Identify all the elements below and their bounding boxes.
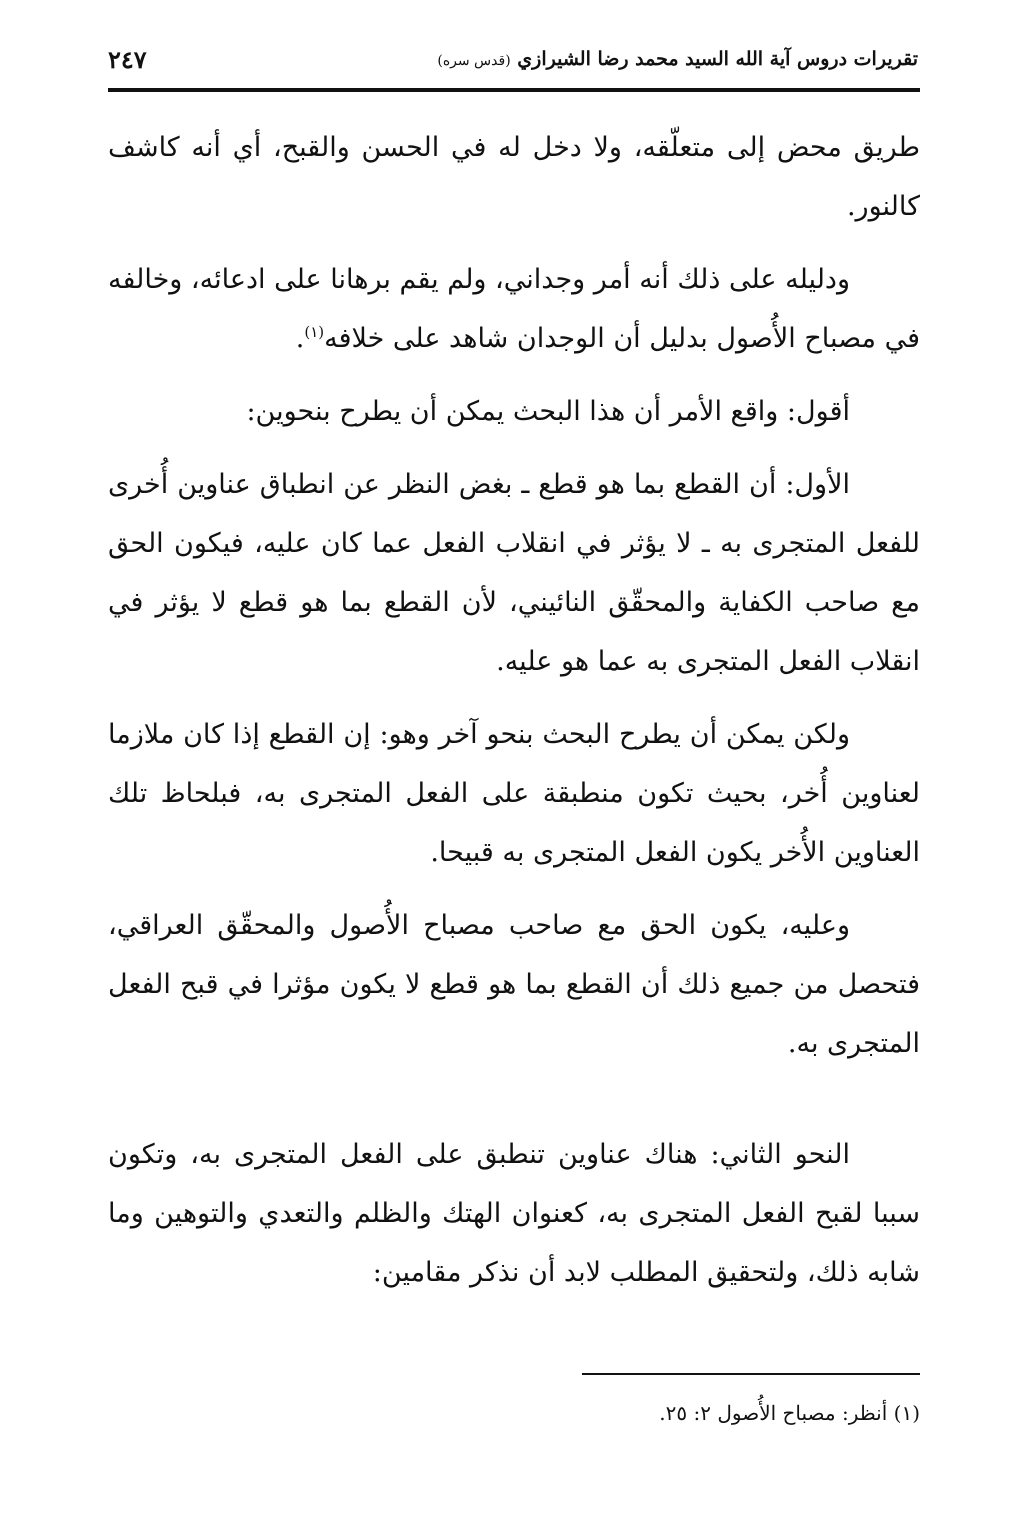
footnote-text: أنظر: مصباح الأُصول ٢: ٢٥. (659, 1401, 888, 1425)
paragraph-7: النحو الثاني: هناك عناوين تنطبق على الفعل المتجرى به، وتكون سببا لقبح الفعل المتجرى به، كعنوان الهتك والظلم والتعدي والتوهين وما شابه ذلك، ولتحقيق المطلب لابد أن نذكر مقامين: (108, 1139, 920, 1288)
footnote (108, 1398, 920, 1428)
running-title (437, 48, 918, 70)
body-text (108, 118, 920, 1316)
paragraph-1: طريق محض إلى متعلّقه، ولا دخل له في الحسن والقبح، أي أنه كاشف كالنور. (108, 132, 920, 222)
paragraph-6: وعليه، يكون الحق مع صاحب مصباح الأُصول والمحقّق العراقي، فتحصل من جميع ذلك أن القطع بما هو قطع لا يكون مؤثرا في قبح الفعل المتجرى به. (108, 910, 920, 1059)
header-rule (108, 88, 920, 92)
paragraph-4: الأول: أن القطع بما هو قطع ـ بغض النظر عن انطباق عناوين أُخرى للفعل المتجرى به ـ لا يؤثر في انقلاب الفعل عما كان عليه، فيكون الحق مع صاحب الكفاية والمحقّق النائيني، لأن القطع بما هو قطع لا يؤثر في انقلاب الفعل المتجرى به عما هو عليه. (108, 469, 920, 677)
footnote-reference: (١) (304, 323, 325, 341)
paragraph-2: ودليله على ذلك أنه أمر وجداني، ولم يقم برهانا على ادعائه، وخالفه في مصباح الأُصول بدليل أن الوجدان شاهد على خلافه$^{(١)}$. (108, 264, 920, 354)
running-title-text: تقريرات دروس آية الله السيد محمد رضا الشيرازي (517, 48, 918, 70)
paragraph-5: ولكن يمكن أن يطرح البحث بنحو آخر وهو: إن القطع إذا كان ملازما لعناوين أُخر، بحيث تكون منطبقة على الفعل المتجرى به، فبلحاظ تلك العناوين الأُخر يكون الفعل المتجرى به قبيحا. (108, 719, 920, 868)
page-number: ٢٤٧ (108, 45, 147, 74)
honorific: (قدس سره) (437, 53, 511, 69)
footnote-number: (١) (893, 1401, 920, 1425)
page-header (108, 40, 918, 84)
paragraph-2-text: ودليله على ذلك أنه أمر وجداني، ولم يقم برهانا على ادعائه، وخالفه في مصباح الأُصول بدليل أن الوجدان شاهد على خلافه (108, 264, 920, 354)
footnote-rule (582, 1373, 920, 1375)
paragraph-3: أقول: واقع الأمر أن هذا البحث يمكن أن يطرح بنحوين: (246, 396, 850, 427)
